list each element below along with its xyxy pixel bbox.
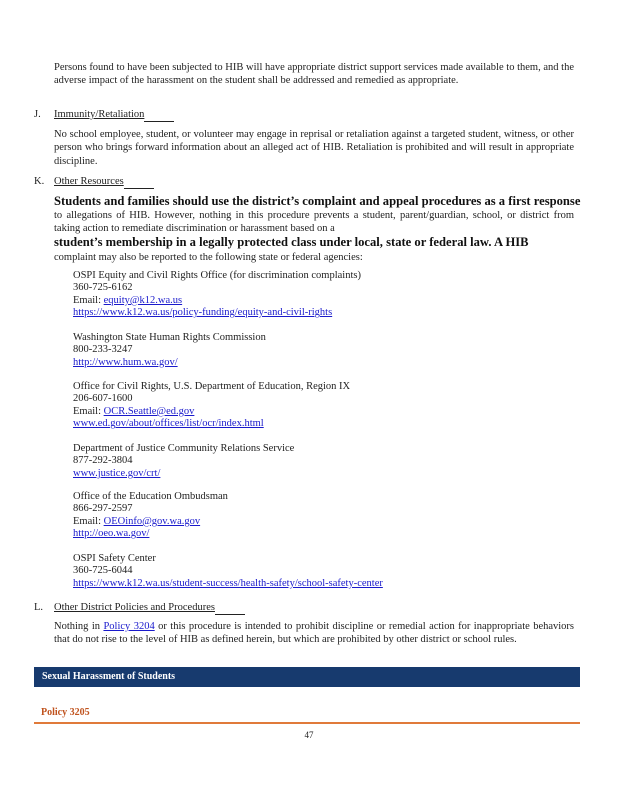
agency-item: [54, 270, 361, 320]
section-j-title: Immunity/Retaliation: [54, 109, 145, 120]
section-l-title: Other District Policies and Procedures: [54, 602, 215, 613]
section-k-text-1: to allegations of HIB. However, nothing in this procedure prevents a student, parent/guardian, school, or district from taking action to remediate discrimination or harassment based on a: [54, 210, 574, 235]
agency-name: Washington State Human Rights Commission: [73, 332, 266, 343]
section-l-heading: [34, 601, 245, 615]
agency-email-link[interactable]: OEOinfo@gov.wa.gov: [103, 515, 201, 527]
heading-rule: [215, 603, 245, 615]
agency-name: Department of Justice Community Relations Service: [73, 443, 295, 454]
agency-name: OSPI Equity and Civil Rights Office (for discrimination complaints): [73, 270, 361, 281]
agency-url-link[interactable]: https://www.k12.wa.us/policy-funding/equity-and-civil-rights: [73, 307, 333, 319]
section-k-heading: [34, 175, 154, 189]
page-number: 47: [304, 730, 314, 740]
footer-rule: [34, 722, 580, 724]
agency-item: [54, 491, 228, 541]
agency-item: [54, 443, 294, 480]
agency-phone: 206-607-1600: [73, 393, 133, 405]
section-k-text-2: complaint may also be reported to the following state or federal agencies:: [54, 252, 363, 263]
agency-item: [54, 332, 266, 369]
policy-3204-link[interactable]: Policy 3204: [103, 621, 155, 632]
footer-policy: Policy 3205: [41, 707, 90, 718]
agency-phone: 866-297-2597: [73, 503, 133, 515]
agency-name: OSPI Safety Center: [73, 553, 156, 564]
section-j-heading: [34, 108, 174, 122]
agency-item: [54, 381, 350, 431]
agency-url-link[interactable]: www.ed.gov/about/offices/list/ocr/index.html: [73, 418, 264, 430]
section-j-text: No school employee, student, or volunteer may engage in reprisal or retaliation against a targeted student, witness, or other person who brings forward information about an alleged act of HIB. Retaliation is prohibited and will result in appropriate discipline.: [54, 129, 574, 167]
agency-phone: 800-233-3247: [73, 344, 133, 356]
section-k-bold-line-2: student’s membership in a legally protected class under local, state or federal law. A HIB: [54, 235, 529, 249]
section-k-bold-line-1: Students and families should use the district’s complaint and appeal procedures as a first response: [54, 194, 581, 208]
agency-url-link[interactable]: https://www.k12.wa.us/student-success/health-safety/school-safety-center: [73, 577, 383, 589]
heading-rule: [124, 177, 154, 189]
email-label: Email:: [73, 294, 101, 306]
agency-phone: 360-725-6044: [73, 565, 133, 577]
agency-phone: 877-292-3804: [73, 455, 133, 467]
section-k-letter: K.: [34, 176, 45, 187]
agency-email-link[interactable]: equity@k12.wa.us: [103, 294, 183, 306]
agency-url-link[interactable]: http://oeo.wa.gov/: [73, 528, 150, 540]
section-l-text-before: Nothing in: [54, 621, 101, 632]
agency-item: [54, 553, 383, 590]
section-i-text: Persons found to have been subjected to HIB will have appropriate district support services made available to them, and the adverse impact of the harassment on the student shall be addressed and remedied as appropriate.: [54, 62, 574, 87]
section-k-title: Other Resources: [54, 176, 124, 187]
agency-name: Office of the Education Ombudsman: [73, 491, 228, 502]
agency-phone: 360-725-6162: [73, 282, 133, 294]
agency-url-link[interactable]: www.justice.gov/crt/: [73, 467, 161, 479]
agency-url-link[interactable]: http://www.hum.wa.gov/: [73, 356, 178, 368]
section-l-text: [54, 620, 574, 647]
heading-rule: [144, 110, 174, 122]
agency-email-link[interactable]: OCR.Seattle@ed.gov: [103, 405, 195, 417]
section-j-letter: J.: [34, 109, 41, 120]
email-label: Email:: [73, 405, 101, 417]
section-l-letter: L.: [34, 602, 44, 613]
section-l-text-after: or this procedure is intended to prohibit discipline or remedial action for inappropriate behaviors that do not rise to the level of HIB as defined herein, but which are prohibited by other district or school rules.: [54, 621, 575, 646]
agency-name: Office for Civil Rights, U.S. Department of Education, Region IX: [73, 381, 351, 392]
footer-banner: Sexual Harassment of Students: [34, 667, 580, 687]
email-label: Email:: [73, 515, 101, 527]
